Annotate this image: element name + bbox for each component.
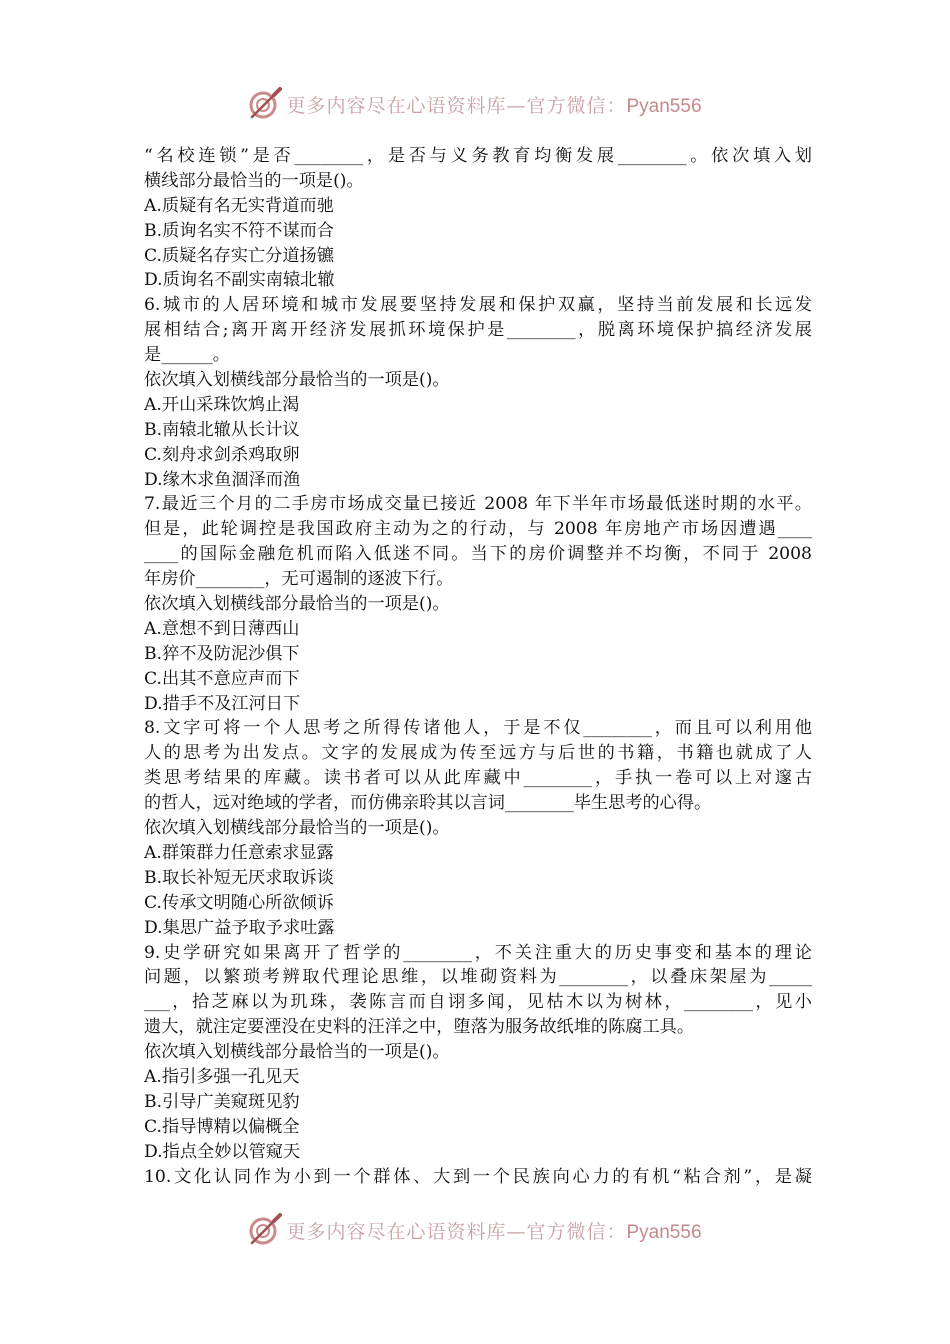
watermark-label: 更多内容尽在心语资料库—官方微信： [286, 1220, 627, 1243]
watermark-text [286, 91, 701, 118]
text-line: 横线部分最恰当的一项是()。 [144, 170, 364, 191]
brush-logo-icon [248, 87, 282, 121]
text-line: ___，拾芝麻以为玑珠，袭陈言而自诩多闻，见枯木以为树林，________，见小 [144, 992, 812, 1013]
text-line: ____的国际金融危机而陷入低迷不同。当下的房价调整并不均衡，不同于 2008 [144, 544, 812, 565]
text-line: D.措手不及江河日下 [144, 693, 301, 714]
watermark-text [286, 1217, 701, 1244]
brush-logo-icon [248, 1213, 282, 1247]
text-line: D.缘木求鱼涸泽而渔 [144, 469, 301, 490]
text-line: 8.文字可将一个人思考之所得传诸他人，于是不仅________，而且可以利用他 [144, 718, 812, 739]
text-line: B.引导广美窥斑见豹 [144, 1091, 300, 1112]
text-line: A.质疑有名无实背道而驰 [144, 195, 334, 216]
text-line: 问题，以繁琐考辨取代理论思维，以堆砌资料为________，以叠床架屋为_____ [144, 967, 812, 988]
text-line: D.集思广益予取予求吐露 [144, 917, 335, 938]
text-line: A.意想不到日薄西山 [144, 618, 300, 639]
text-line: C.传承文明随心所欲倾诉 [144, 892, 334, 913]
text-line: “名校连锁”是否________，是否与义务教育均衡发展________。依次填入划 [144, 146, 812, 166]
text-line: 年房价________，无可遏制的逐波下行。 [144, 569, 454, 590]
text-line: A.群策群力任意索求显露 [144, 842, 334, 863]
watermark-wechat-id: Pyan556 [626, 95, 702, 117]
text-line: 依次填入划横线部分最恰当的一项是()。 [144, 818, 450, 839]
text-line: C.质疑名存实亡分道扬镳 [144, 245, 334, 266]
text-line: B.取长补短无厌求取诉谈 [144, 867, 334, 888]
text-line: 依次填入划横线部分最恰当的一项是()。 [144, 1042, 450, 1063]
text-line: C.指导博精以偏概全 [144, 1116, 300, 1137]
header-watermark [0, 84, 950, 124]
text-line: 10.文化认同作为小到一个群体、大到一个民族向心力的有机“粘合剂”，是凝 [144, 1166, 812, 1187]
footer-watermark [0, 1210, 950, 1250]
text-line: B.质询名实不符不谋而合 [144, 220, 334, 241]
text-line: 9.史学研究如果离开了哲学的________，不关注重大的历史事变和基本的理论 [144, 942, 812, 963]
text-line: 是______。 [144, 345, 230, 366]
text-line: 展相结合;离开离开经济发展抓环境保护是________，脱离环境保护搞经济发展 [144, 320, 812, 341]
text-line: 依次填入划横线部分最恰当的一项是()。 [144, 594, 450, 615]
text-line: 类思考结果的库藏。读书者可以从此库藏中________，手执一卷可以上对邃古 [144, 768, 812, 789]
text-line: 7.最近三个月的二手房市场成交量已接近 2008 年下半年市场最低迷时期的水平。 [144, 494, 812, 515]
text-line: C.刻舟求剑杀鸡取卵 [144, 444, 300, 465]
text-line: 的哲人，远对绝域的学者，而仿佛亲聆其以言词________毕生思考的心得。 [144, 793, 712, 814]
text-line: D.指点全妙以管窥天 [144, 1141, 301, 1162]
text-line: 遗大，就注定要湮没在史料的汪洋之中，堕落为服务故纸堆的陈腐工具。 [144, 1017, 695, 1038]
text-line: A.开山采珠饮鸩止渴 [144, 394, 300, 415]
question-body [144, 144, 812, 1189]
text-line: B.猝不及防泥沙俱下 [144, 643, 300, 664]
text-line: D.质询名不副实南辕北辙 [144, 270, 335, 291]
text-line: C.出其不意应声而下 [144, 668, 300, 689]
text-line: B.南辕北辙从长计议 [144, 419, 300, 440]
text-line: A.指引多强一孔见天 [144, 1066, 300, 1087]
watermark-wechat-id: Pyan556 [626, 1221, 702, 1243]
text-line: 6.城市的人居环境和城市发展要坚持发展和保护双赢，坚持当前发展和长远发 [144, 295, 812, 316]
text-line: 但是，此轮调控是我国政府主动为之的行动，与 2008 年房地产市场因遭遇____ [144, 519, 812, 540]
text-line: 依次填入划横线部分最恰当的一项是()。 [144, 370, 450, 391]
watermark-label: 更多内容尽在心语资料库—官方微信： [286, 94, 627, 117]
text-line: 人的思考为出发点。文字的发展成为传至远方与后世的书籍，书籍也就成了人 [144, 743, 812, 764]
